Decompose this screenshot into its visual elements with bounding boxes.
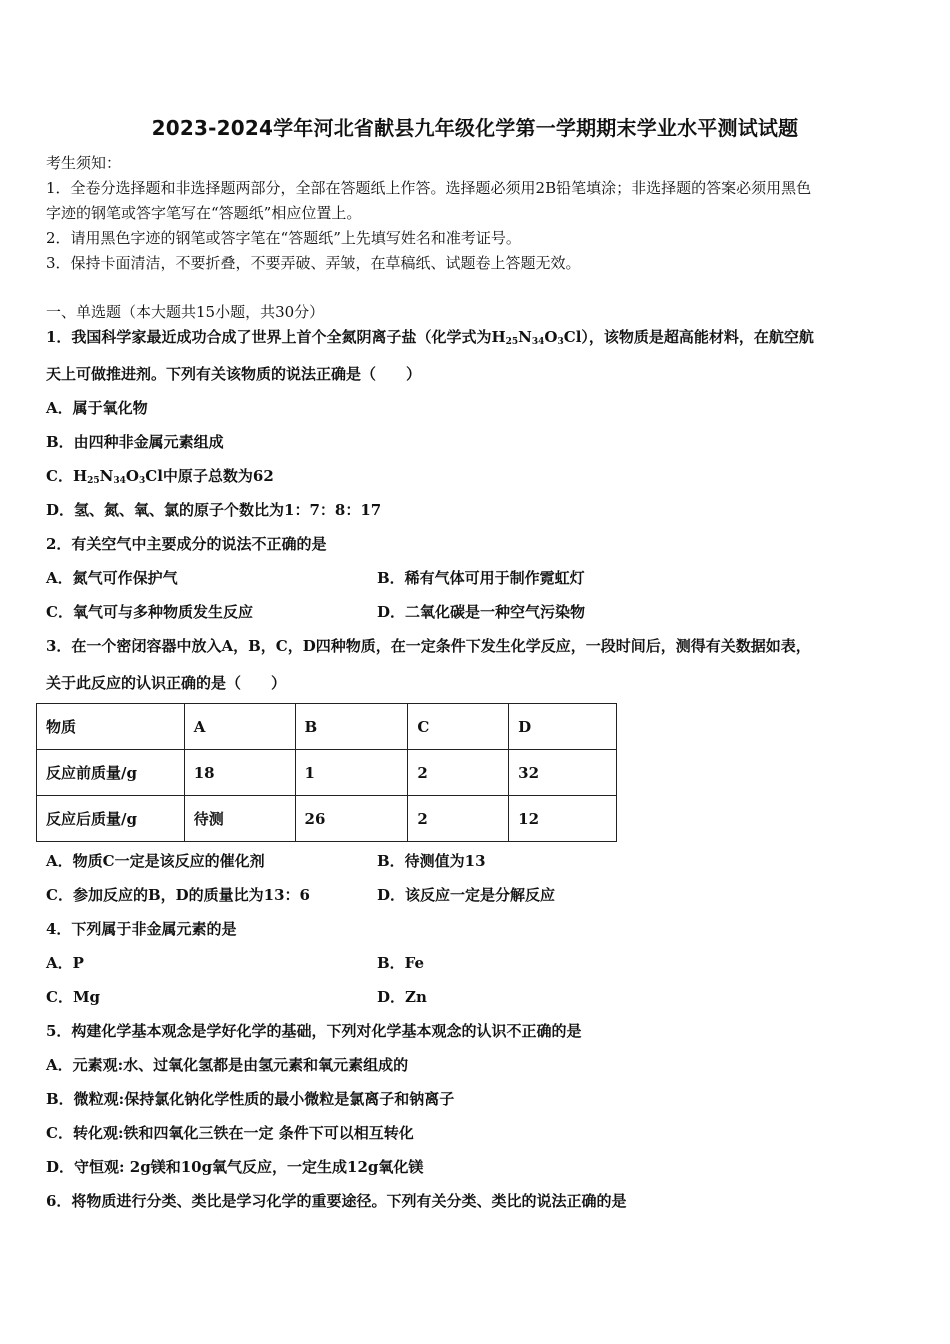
q3-option-a: A．物质C一定是该反应的催化剂 bbox=[46, 852, 265, 870]
page-title: 2023-2024学年河北省献县九年级化学第一学期期末学业水平测试试题 bbox=[151, 116, 799, 140]
q2-option-a: A．氮气可作保护气 bbox=[46, 569, 178, 587]
q5-option-b: B．微粒观:保持氯化钠化学性质的最小微粒是氯离子和钠离子 bbox=[46, 1090, 455, 1108]
notice-item: 字迹的钢笔或答字笔写在“答题纸”相应位置上。 bbox=[46, 204, 362, 222]
q1-option-c: C．$H_{25}N_{34}O_3Cl$中原子总数为62 bbox=[46, 467, 274, 486]
q3-option-d: D．该反应一定是分解反应 bbox=[377, 886, 556, 904]
question-1-stem-cont: 天上可做推进剂。下列有关该物质的说法正确是（ ） bbox=[46, 365, 422, 383]
q5-option-a: A．元素观:水、过氧化氢都是由氢元素和氧元素组成的 bbox=[46, 1056, 409, 1074]
q4-option-b: B．Fe bbox=[377, 954, 425, 972]
q4-option-a: A．P bbox=[46, 954, 84, 972]
question-2-stem: 2．有关空气中主要成分的说法不正确的是 bbox=[46, 535, 327, 553]
q3-option-b: B．待测值为13 bbox=[377, 852, 486, 870]
notice-heading: 考生须知： bbox=[46, 154, 122, 172]
table-row bbox=[37, 796, 617, 842]
q2-option-b: B．稀有气体可用于制作霓虹灯 bbox=[377, 569, 585, 587]
table-cell: 32 bbox=[509, 750, 617, 796]
table-cell: 12 bbox=[509, 796, 617, 842]
table-cell: 1 bbox=[295, 750, 408, 796]
q1-option-d: D．氢、氮、氧、氯的原子个数比为1：7：8：17 bbox=[46, 501, 382, 519]
q2-option-c: C．氧气可与多种物质发生反应 bbox=[46, 603, 253, 621]
chemical-formula: $H_{25}N_{34}O_3Cl$ bbox=[491, 328, 582, 347]
q4-option-c: C．Mg bbox=[46, 988, 101, 1006]
question-1-stem: 1．我国科学家最近成功合成了世界上首个全氮阴离子盐（化学式为$H_{25}N_{34}O_3Cl$），该物质是超高能材料，在航空航 bbox=[46, 328, 814, 347]
mass-data-table bbox=[36, 703, 617, 842]
table-cell: D bbox=[509, 704, 617, 750]
notice-item: 1．全卷分选择题和非选择题两部分，全部在答题纸上作答。选择题必须用2B铅笔填涂；非选择题的答案必须用黑色 bbox=[46, 179, 812, 197]
notice-item: 3．保持卡面清洁，不要折叠，不要弄破、弄皱，在草稿纸、试题卷上答题无效。 bbox=[46, 254, 581, 272]
table-cell: 待测 bbox=[184, 796, 295, 842]
question-5-stem: 5．构建化学基本观念是学好化学的基础，下列对化学基本观念的认识不正确的是 bbox=[46, 1022, 582, 1040]
question-3-stem-cont: 关于此反应的认识正确的是（ ） bbox=[46, 674, 287, 692]
table-cell: 2 bbox=[408, 796, 509, 842]
q1-option-a: A．属于氧化物 bbox=[46, 399, 148, 417]
table-cell: 18 bbox=[184, 750, 295, 796]
table-cell: A bbox=[184, 704, 295, 750]
table-header-row bbox=[37, 704, 617, 750]
q4-option-d: D．Zn bbox=[377, 988, 427, 1006]
section-heading: 一、单选题（本大题共15小题，共30分） bbox=[46, 303, 325, 321]
table-cell: 26 bbox=[295, 796, 408, 842]
q3-option-c: C．参加反应的B，D的质量比为13：6 bbox=[46, 886, 310, 904]
question-6-stem: 6．将物质进行分类、类比是学习化学的重要途径。下列有关分类、类比的说法正确的是 bbox=[46, 1192, 627, 1210]
q5-option-d: D．守恒观: 2g镁和10g氧气反应，一定生成12g氧化镁 bbox=[46, 1158, 424, 1176]
table-row bbox=[37, 750, 617, 796]
table-cell: 物质 bbox=[37, 704, 185, 750]
table-cell: C bbox=[408, 704, 509, 750]
question-4-stem: 4．下列属于非金属元素的是 bbox=[46, 920, 237, 938]
q5-option-c: C．转化观:铁和四氧化三铁在一定 条件下可以相互转化 bbox=[46, 1124, 414, 1142]
notice-item: 2．请用黑色字迹的钢笔或答字笔在“答题纸”上先填写姓名和准考证号。 bbox=[46, 229, 521, 247]
table-cell: 反应前质量/g bbox=[37, 750, 185, 796]
table-cell: 反应后质量/g bbox=[37, 796, 185, 842]
question-3-stem: 3．在一个密闭容器中放入A，B，C，D四种物质，在一定条件下发生化学反应，一段时间后，测得有关数据如表， bbox=[46, 637, 811, 655]
q1-option-b: B．由四种非金属元素组成 bbox=[46, 433, 224, 451]
q2-option-d: D．二氧化碳是一种空气污染物 bbox=[377, 603, 586, 621]
table-cell: 2 bbox=[408, 750, 509, 796]
table-cell: B bbox=[295, 704, 408, 750]
